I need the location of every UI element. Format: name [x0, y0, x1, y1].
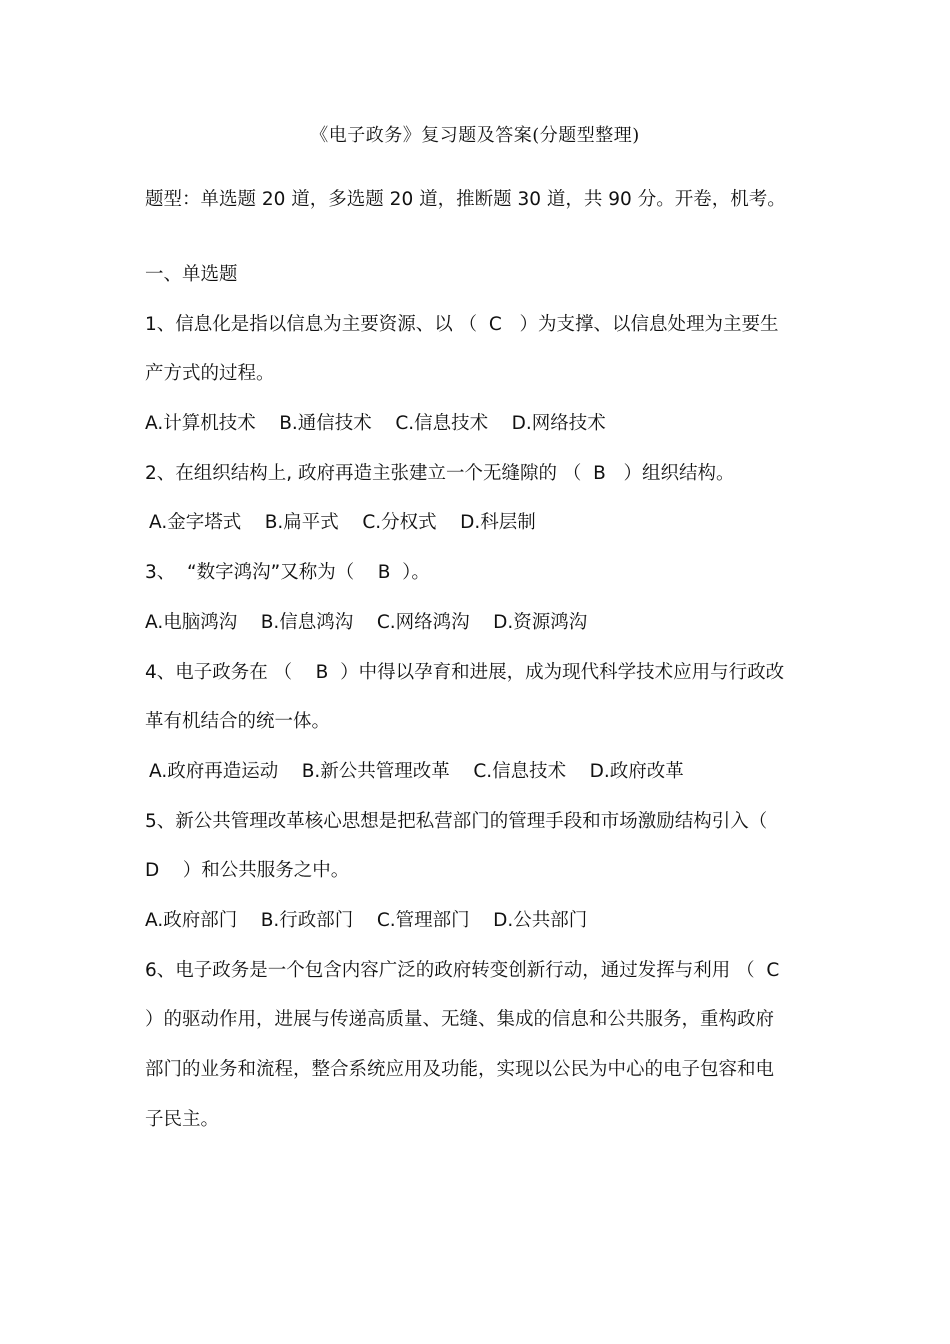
question-6-line-1: 6、电子政务是一个包含内容广泛的政府转变创新行动，通过发挥与利用 （ C — [145, 960, 780, 981]
question-4-line-2: 革有机结合的统一体。 — [145, 711, 331, 732]
question-3-options: A.电脑鸿沟 B.信息鸿沟 C.网络鸿沟 D.资源鸿沟 — [145, 612, 588, 633]
question-3-line-1: 3、 “数字鸿沟”又称为（ B ）。 — [145, 562, 430, 583]
exam-format-info: 题型：单选题 20 道，多选题 20 道，推断题 30 道，共 90 分。开卷，机考。 — [145, 189, 786, 210]
question-1-line-1: 1、信息化是指以信息为主要资源、以 （ C ）为支撑、以信息处理为主要生 — [145, 314, 779, 335]
question-6-line-2: ）的驱动作用，进展与传递高质量、无缝、集成的信息和公共服务，重构政府 — [145, 1009, 775, 1030]
question-5-line-1: 5、新公共管理改革核心思想是把私营部门的管理手段和市场激励结构引入（ — [145, 811, 768, 832]
question-4-options: A.政府再造运动 B.新公共管理改革 C.信息技术 D.政府改革 — [149, 761, 684, 782]
question-2-options: A.金字塔式 B.扁平式 C.分权式 D.科层制 — [149, 512, 536, 533]
section-heading: 一、单选题 — [145, 264, 238, 285]
question-6-line-4: 子民主。 — [145, 1109, 220, 1130]
document-title: 《电子政务》复习题及答案(分题型整理) — [310, 125, 640, 146]
question-2-line-1: 2、在组织结构上, 政府再造主张建立一个无缝隙的 （ B ）组织结构。 — [145, 463, 735, 484]
question-5-options: A.政府部门 B.行政部门 C.管理部门 D.公共部门 — [145, 910, 588, 931]
question-1-line-2: 产方式的过程。 — [145, 363, 275, 384]
question-4-line-1: 4、电子政务在 （ B ）中得以孕育和进展，成为现代科学技术应用与行政改 — [145, 662, 785, 683]
question-1-options: A.计算机技术 B.通信技术 C.信息技术 D.网络技术 — [145, 413, 606, 434]
question-6-line-3: 部门的业务和流程，整合系统应用及功能，实现以公民为中心的电子包容和电 — [145, 1059, 775, 1080]
question-5-line-2: D ）和公共服务之中。 — [145, 860, 350, 881]
